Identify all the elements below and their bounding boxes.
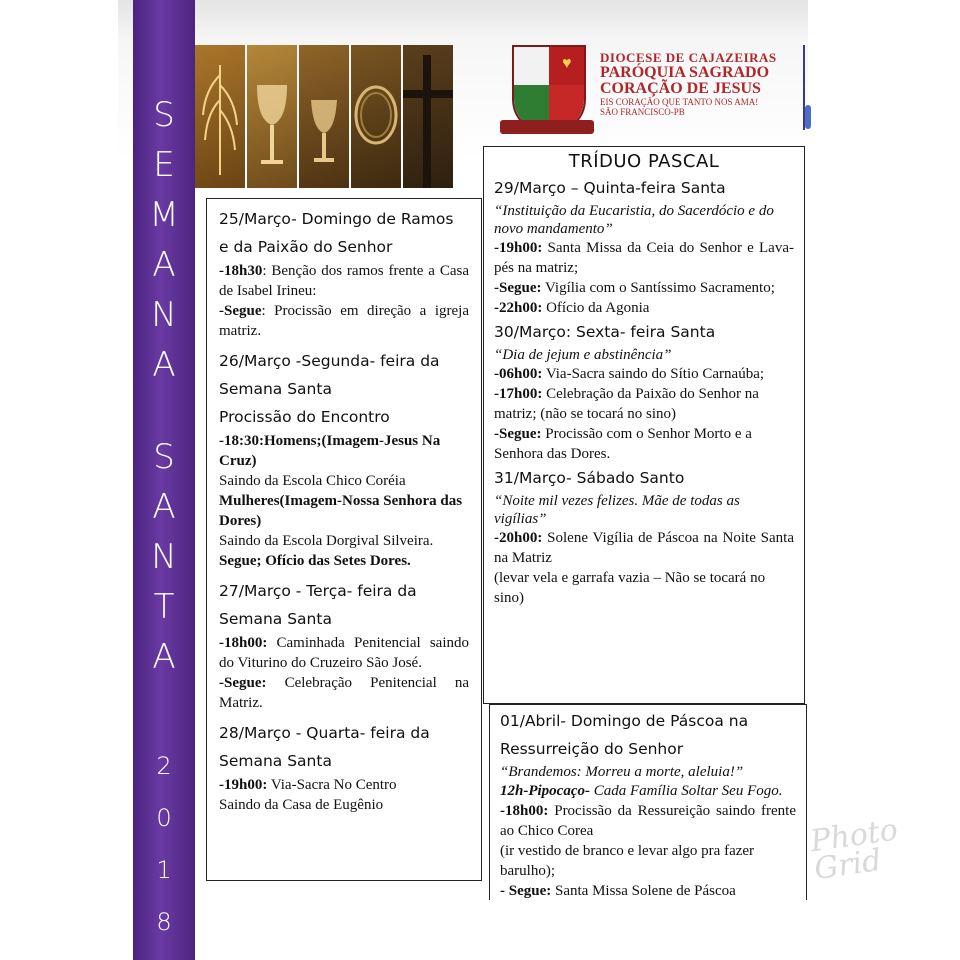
vertical-title-letter: S [153,437,175,477]
day-heading: 26/Março -Segunda- feira da [219,352,440,370]
vertical-title-letter: A [152,345,176,385]
schedule-entry: -18h30: Benção dos ramos frente a Casa de Isabel Irineu: [219,263,469,299]
schedule-entry: (levar vela e garrafa vazia – Não se tocará no sino) [494,570,766,606]
day-heading: 25/Março- Domingo de Ramos [219,210,454,228]
liturgical-image-strip [195,45,453,188]
day-quote: “Instituição da Eucaristia, do Sacerdócio e do novo mandamento” [494,203,774,237]
triduo-pascal-box [483,146,805,704]
schedule-entry: Saindo da Casa de Eugênio [219,797,384,813]
vertical-year-digit: 1 [156,856,172,884]
vertical-year [156,740,171,948]
vertical-year-digit: 0 [156,804,172,832]
parish-motto: EIS CORAÇÃO QUE TANTO NOS AMA! [600,97,759,108]
diocese-name: DIOCESE DE CAJAZEIRAS [600,50,777,65]
schedule-entry: (ir vestido de branco e levar algo pra fazer barulho); [500,843,755,879]
schedule-entry: Mulheres(Imagem-Nossa Senhora das Dores) [219,493,463,529]
vertical-title-letter: A [152,245,176,285]
schedule-entry: -Segue: Procissão com o Senhor Morto e a Senhora das Dores. [494,426,752,462]
parish-logo [500,45,800,155]
schedule-entry: -18:30:Homens;(Imagem-Jesus Na Cruz) [219,433,441,469]
schedule-entry: Segue; Ofício das Setes Dores. [219,553,411,569]
weekday-schedule-box [206,198,482,881]
schedule-entry: -Segue: Vigília com o Santíssimo Sacramento; [494,280,775,296]
day-quote: “Dia de jejum e abstinência” [494,347,672,363]
section-title: TRÍDUO PASCAL [568,151,720,172]
parish-name-line1: PARÓQUIA SAGRADO [600,63,770,81]
day-quote: “Brandemos: Morreu a morte, aleluia!” [500,764,744,780]
easter-sunday-box [489,704,807,900]
ribbon-banner [500,120,594,134]
vertical-title [133,90,195,948]
day-heading: Semana Santa [219,752,332,770]
cup-image [299,45,349,188]
vertical-year-digit: 8 [156,908,172,936]
vertical-title-letter: S [153,95,175,135]
crown-of-thorns-image [351,45,401,188]
schedule-entry: -19h00: Via-Sacra No Centro [219,777,397,793]
schedule-entry: -Segue: Celebração Penitencial na Matriz. [219,675,469,711]
vertical-title-letter: N [151,537,177,577]
day-heading: 27/Março - Terça- feira da [219,582,417,600]
schedule-entry: -20h00: Solene Vigília de Páscoa na Noite Santa na Matriz [494,530,794,566]
photo-grid-watermark: Photo Grid [808,812,900,887]
day-heading: 01/Abril- Domingo de Páscoa na [500,712,749,730]
vertical-title-letter: M [149,195,179,235]
schedule-entry: - Segue: Santa Missa Solene de Páscoa [500,883,736,899]
cross-image [403,45,453,188]
vertical-title-letter: A [152,487,176,527]
vertical-title-letter: T [153,587,175,627]
decorative-mark [805,105,811,129]
vertical-title-bar [133,0,195,960]
day-heading: 30/Março: Sexta- feira Santa [494,323,716,341]
schedule-entry: -18h00: Procissão da Ressureição saindo frente ao Chico Corea [500,803,796,839]
schedule-entry: Saindo da Escola Dorgival Silveira. [219,533,434,549]
schedule-entry: -19h00: Santa Missa da Ceia do Senhor e Lava-pés na matriz; [494,240,794,276]
day-quote: “Noite mil vezes felizes. Mãe de todas as vigílias” [494,493,740,527]
day-heading: Semana Santa [219,380,332,398]
vertical-year-digit: 2 [156,752,172,780]
schedule-entry: 12h-Pipocaço- Cada Família Soltar Seu Fogo. [500,783,783,799]
vertical-title-letter: E [153,145,175,185]
parish-name [600,51,800,117]
day-heading: 28/Março - Quarta- feira da [219,724,430,742]
schedule-entry: -22h00: Ofício da Agonia [494,300,650,316]
day-heading: e da Paixão do Senhor [219,238,393,256]
schedule-entry: -17h00: Celebração da Paixão do Senhor na matriz; (não se tocará no sino) [494,386,759,422]
vertical-title-letter: A [152,637,176,677]
palm-image [195,45,245,188]
day-heading: 31/Março- Sábado Santo [494,469,685,487]
day-heading: Ressurreição do Senhor [500,740,684,758]
schedule-entry: -18h00: Caminhada Penitencial saindo do Viturino do Cruzeiro São José. [219,635,469,671]
chalice-image [247,45,297,188]
day-heading: 29/Março – Quinta-feira Santa [494,179,726,197]
parish-location: SÃO FRANCISCO-PB [600,106,685,117]
vertical-title-letter: N [151,295,177,335]
schedule-entry: Saindo da Escola Chico Coréia [219,473,406,489]
parish-name-line2: CORAÇÃO DE JESUS [600,80,761,98]
schedule-entry: -06h00: Via-Sacra saindo do Sítio Carnaúba; [494,366,765,382]
day-heading: Semana Santa [219,610,332,628]
event-heading: Procissão do Encontro [219,408,390,426]
sacred-heart-icon: ♥ [562,55,572,72]
schedule-entry: -Segue: Procissão em direção a igreja matriz. [219,303,469,339]
